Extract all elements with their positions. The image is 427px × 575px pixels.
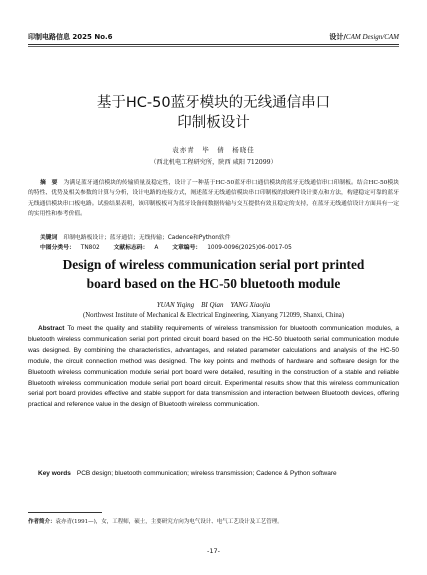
page-number: -17-	[207, 547, 220, 555]
chinese-keywords-label: 关键词	[40, 235, 58, 241]
english-keywords	[28, 469, 399, 480]
chinese-abstract-text: 为满足蓝牙通信模块的传输质量及稳定性，设计了一种基于HC-50蓝牙串口通信模块的蓝牙无线通信串口印制板。结合HC-50模块的特性、优势及相关参数的计算与分析，设计电路的连接方式，阐述蓝牙无线通信模块串口印制板的软硬件设计要点和方法，构建稳定可靠的蓝牙无线通信模块串口板电路。试验结果表明，该印制板板可为蓝牙设备间数据传输与交互提供有效且稳定的支持，在蓝牙无线通信设计方面具有一定的实用性和参考价值。	[28, 180, 400, 218]
section-category-en: CAM Design/CAM	[345, 33, 399, 41]
chinese-keywords-text: 印制电路板设计；蓝牙通信；无线传输；Cadence和Python软件	[63, 235, 231, 241]
classification-line	[40, 242, 399, 251]
article-number-value: 1009-0096(2025)06-0017-05	[207, 245, 292, 251]
english-authors: YUAN Yiqing BI Qian YANG Xiaojia	[156, 301, 271, 309]
footnote-label: 作者简介：	[28, 519, 56, 525]
doc-code-value: A	[154, 245, 159, 251]
english-title-line-2: board based on the HC-50 bluetooth module	[86, 276, 341, 291]
footnote-rule	[28, 512, 102, 513]
english-affiliation: (Northwest Institute of Mechanical & Electrical Engineering, Xianyang 712099, Shanxi, China)	[82, 312, 345, 319]
section-category	[329, 32, 399, 42]
chinese-title-line-1: 基于HC-50蓝牙模块的无线通信串口	[96, 95, 331, 111]
english-title-line-1: Design of wireless communication serial port printed	[62, 257, 365, 272]
chinese-abstract	[28, 178, 399, 220]
english-keywords-text: PCB design; bluetooth communication; wireless transmission; Cadence & Python software	[76, 470, 337, 477]
chinese-title-line-2: 印制板设计	[177, 115, 250, 131]
english-keywords-label: Key words	[38, 470, 71, 477]
footnote-text: 袁亦青(1991—)，女，工程师，硕士，主要研究方向为电气设计、电气工艺设计及工艺管理。	[55, 519, 283, 525]
chinese-title	[28, 93, 399, 133]
doc-code-label: 文献标志码：	[113, 245, 149, 251]
english-abstract	[28, 324, 399, 411]
header-rule	[28, 44, 399, 45]
english-abstract-text: To meet the quality and stability requirements of wireless transmission for bluetooth communication modules, a bluetooth wireless communication serial port printed circuit board based on the HC-50 bluetooth serial communication module was designed. By combining the characteristics, advantages, and related parameter calculations and analysis of the HC-50 module, the circuit connection method was designed. The key points and methods of hardware and software design for the Bluetooth wireless communication module serial port board were detailed, resulting in the construction of a stable and reliable Bluetooth wireless communication module serial port board circuit. Experimental results show that this wireless communication serial port board provides effective and stable support for data transmission and interaction between Bluetooth devices, offering practical and reference value in the design of Bluetooth wireless communication.	[28, 325, 399, 409]
chinese-authors: 袁亦青 毕 倩 杨晓佳	[172, 146, 255, 154]
english-title	[28, 255, 399, 293]
header-rule-thin	[28, 46, 399, 47]
article-number-label: 文章编号：	[172, 245, 202, 251]
running-header	[28, 28, 399, 42]
journal-issue: 印制电路信息 2025 No.6	[28, 33, 113, 41]
chinese-affiliation: （西北机电工程研究所，陕西 咸阳 712099）	[150, 159, 277, 166]
clc-value: TN802	[80, 245, 100, 251]
author-footnote	[28, 517, 399, 525]
clc-label: 中图分类号：	[40, 245, 75, 251]
chinese-keywords	[40, 232, 399, 241]
section-category-cn: 设计/	[329, 33, 346, 41]
chinese-abstract-label: 摘 要	[40, 180, 58, 186]
english-abstract-label: Abstract	[38, 325, 65, 332]
